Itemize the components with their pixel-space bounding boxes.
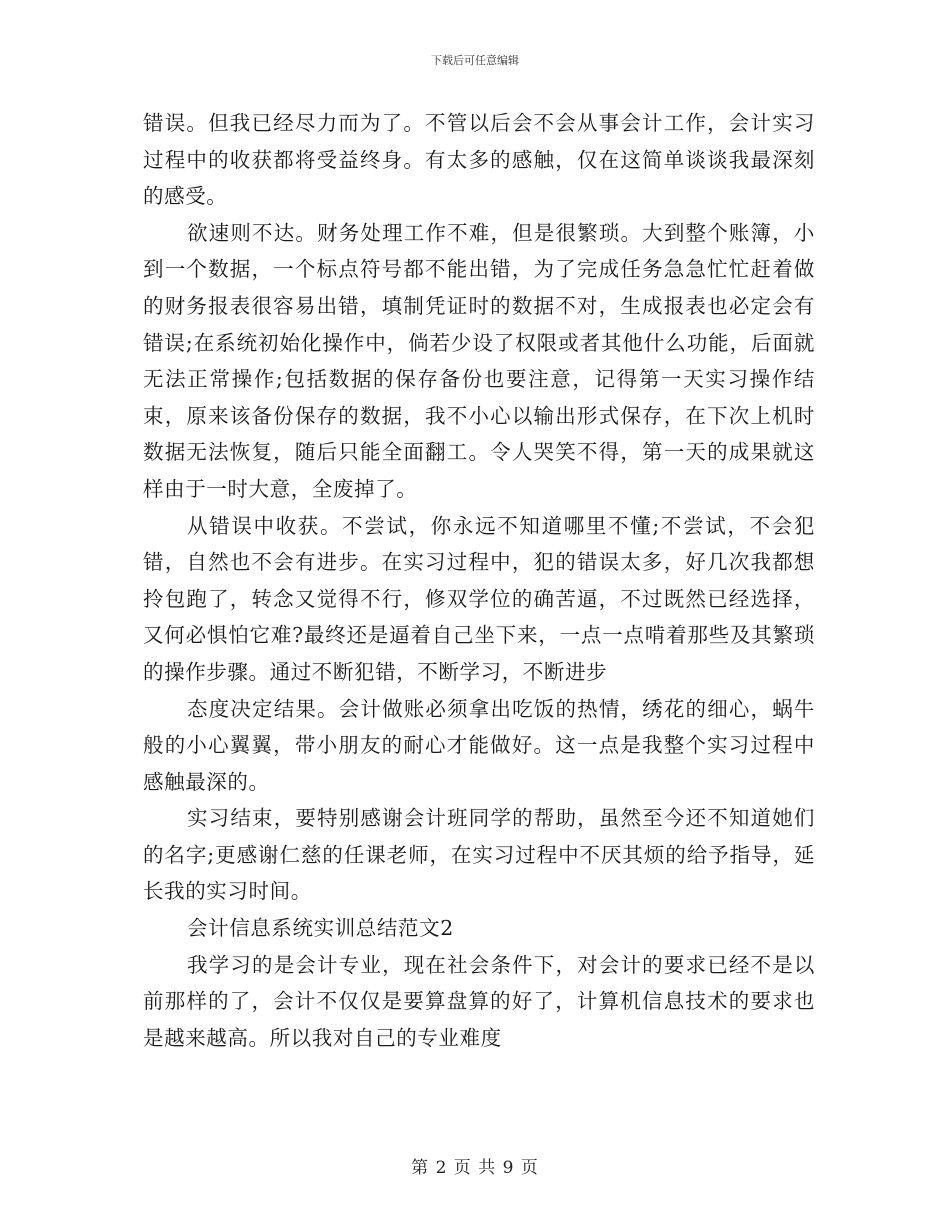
paragraph-5: 实习结束，要特别感谢会计班同学的帮助，虽然至今还不知道她们的名字;更感谢仁慈的任课老师，在实习过程中不厌其烦的给予指导，延长我的实习时间。: [143, 806, 815, 904]
paragraph-2: 欲速则不达。财务处理工作不难，但是很繁琐。大到整个账簿，小到一个数据，一个标点符号都不能出错，为了完成任务急急忙忙赶着做的财务报表很容易出错，填制凭证时的数据不对，生成报表也必定会有错误;在系统初始化操作中，倘若少设了权限或者其他什么功能，后面就无法正常操作;包括数据的保存备份也要注意，记得第一天实习操作结束，原来该备份保存的数据，我不小心以输出形式保存，在下次上机时数据无法恢复，随后只能全面翻工。令人哭笑不得，第一天的成果就这样由于一时大意，全废掉了。: [143, 220, 815, 501]
section-heading: 会计信息系统实训总结范文2: [187, 916, 454, 941]
paragraph-4: 态度决定结果。会计做账必须拿出吃饭的热情，绣花的细心，蜗牛般的小心翼翼，带小朋友的耐心才能做好。这一点是我整个实习过程中感触最深的。: [143, 696, 815, 794]
paragraph-3: 从错误中收获。不尝试，你永远不知道哪里不懂;不尝试，不会犯错，自然也不会有进步。在实习过程中，犯的错误太多，好几次我都想拎包跑了，转念又觉得不行，修双学位的确苦逼，不过既然已经选择，又何必惧怕它难?最终还是逼着自己坐下来，一点一点啃着那些及其繁琐的操作步骤。通过不断犯错，不断学习，不断进步: [143, 513, 815, 684]
page-number: 第 2 页 共 9 页: [411, 1158, 539, 1178]
paragraph-6: 我学习的是会计专业，现在社会条件下，对会计的要求已经不是以前那样的了，会计不仅仅是要算盘算的好了，计算机信息技术的要求也是越来越高。所以我对自己的专业难度: [143, 952, 815, 1050]
paragraph-1: 错误。但我已经尽力而为了。不管以后会不会从事会计工作，会计实习过程中的收获都将受益终身。有太多的感触，仅在这简单谈谈我最深刻的感受。: [143, 111, 815, 209]
page-header-note: 下载后可任意编辑: [431, 54, 519, 67]
document-body: [143, 105, 815, 1056]
